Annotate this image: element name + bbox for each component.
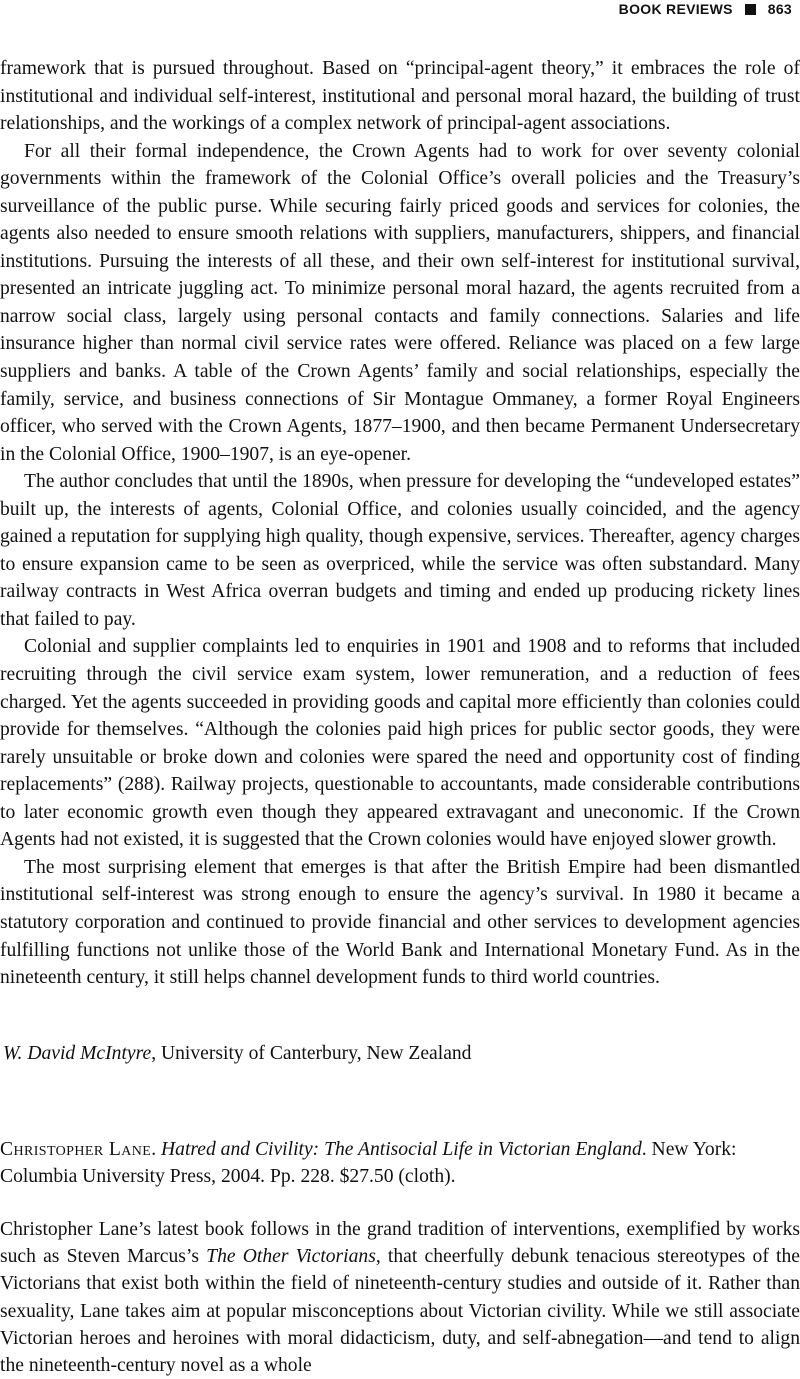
paragraph-2: For all their formal independence, the Crown Agents had to work for over seventy colonial governments within the framework of the Colonial Office’s overall policies and the Treasury’s surveillance of the public purse. While securing fairly priced goods and services for colonies, the agents also needed to ensure smooth relations with suppliers, manufacturers, shippers, and financial institutions. Pursuing the interests of all these, and their own self-interest for institutional survival, presented an intricate juggling act. To minimize personal moral hazard, the agents recruited from a narrow social class, largely using personal contacts and family connections. Salaries and life insurance higher than normal civil service rates were offered. Reliance was placed on a few large suppliers and banks. A table of the Crown Agents’ family and social relationships, especially the family, service, and business connections of Sir Montague Ommaney, a former Royal Engineers officer, who served with the Crown Agents, 1877–1900, and then became Permanent Undersecretary in the Colonial Office, 1900–1907, is an eye-opener. <box>0 140 800 465</box>
page-number: 863 <box>767 1 792 17</box>
cited-book-title: The Other Victorians <box>206 1246 376 1268</box>
section-title: BOOK REVIEWS <box>618 1 733 17</box>
review-continuation <box>0 55 800 992</box>
reviewer-name: W. David McIntyre <box>3 1043 152 1064</box>
review-text-part-2: , that cheerfully debunk tenacious stereotypes of the Victorians that exist both within the field of nineteenth-century studies and outside of it. Rather than sexuality, Lane takes aim at popular misconceptions about Victorian civility. While we still associate Victorian heroes and heroines with moral didacticism, duty, and self-abnegation—and tend to align the nineteenth-century novel as a whole <box>0 1246 800 1377</box>
paragraph-3: The author concludes that until the 1890s, when pressure for developing the “undeveloped estates” built up, the interests of agents, Colonial Office, and colonies usually coincided, and the agency gained a reputation for supplying high quality, though expensive, services. Thereafter, agency charges to ensure expansion came to be seen as overpriced, while the service was often substandard. Many railway contracts in West Africa overran budgets and timing and ended up producing rickety lines that failed to pay. <box>0 471 800 630</box>
book-citation <box>0 1136 800 1190</box>
review-text-part-1: Christopher Lane’s latest book follows in the grand tradition of interventions, exemplified by works such as Steven Marcus’s <box>0 1219 800 1268</box>
book-author: Christopher Lane <box>0 1139 152 1160</box>
paragraph-5: The most surprising element that emerges is that after the British Empire had been dismantled institutional self-interest was strong enough to ensure the agency’s survival. In 1980 it became a statutory corporation and continued to provide financial and other services to development agencies fulfilling functions not unlike those of the World Bank and International Monetary Fund. As in the nineteenth century, it still helps channel development funds to third world countries. <box>0 856 800 989</box>
reviewer-affiliation: , University of Canterbury, New Zealand <box>151 1043 472 1064</box>
review-paragraph <box>0 1216 800 1379</box>
new-review-body <box>0 1216 800 1379</box>
book-title: Hatred and Civility: The Antisocial Life in Victorian England <box>161 1139 642 1160</box>
paragraph-4: Colonial and supplier complaints led to enquiries in 1901 and 1908 and to reforms that included recruiting through the civil service exam system, lower remuneration, and a reduction of fees charged. Yet the agents succeeded in providing goods and capital more efficiently than colonies could provide for themselves. “Although the colonies paid high prices for public sector goods, they were rarely unsuitable or broke down and colonies were spared the need and opportunity cost of finding replacements” (288). Railway projects, questionable to accountants, made considerable contributions to later economic growth even though they appeared extravagant and uneconomic. If the Crown Agents had not existed, it is suggested that the Crown colonies would have enjoyed slower growth. <box>0 636 800 851</box>
publication-details: . New York: Columbia University Press, 2004. Pp. 228. $27.50 (cloth). <box>0 1139 737 1187</box>
running-head <box>619 0 792 18</box>
reviewer-signature <box>3 1040 471 1067</box>
citation-separator: . <box>151 1139 161 1160</box>
square-bullet-icon <box>745 4 756 15</box>
paragraph-1: framework that is pursued throughout. Based on “principal-agent theory,” it embraces the role of institutional and individual self-interest, institutional and personal moral hazard, the building of trust relationships, and the workings of a complex network of principal-agent associations. <box>0 58 800 135</box>
